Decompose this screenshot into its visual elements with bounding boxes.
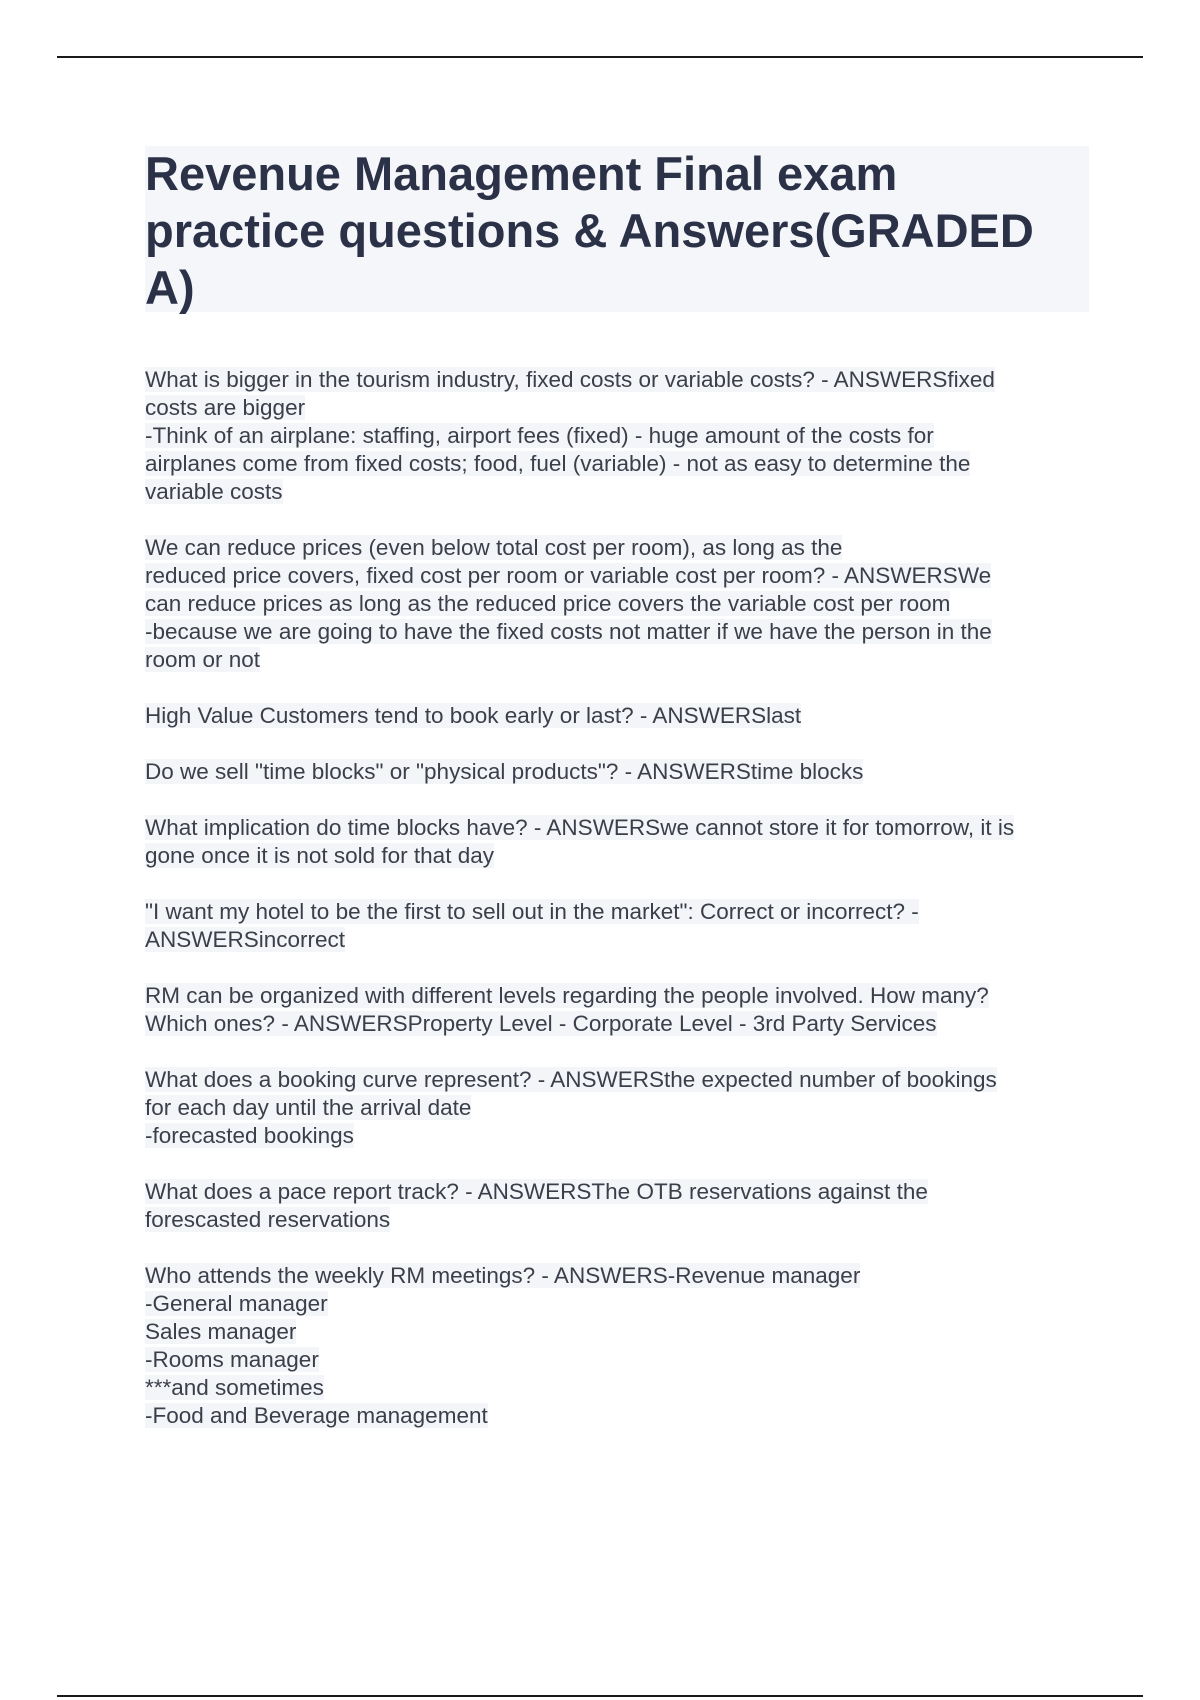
qa-item [145, 702, 1090, 730]
qa-line [145, 562, 1090, 590]
qa-text: -General manager [145, 1291, 328, 1316]
qa-text: -Rooms manager [145, 1347, 319, 1372]
qa-line [145, 1402, 1090, 1430]
qa-text: Do we sell "time blocks" or "physical products"? - ANSWERStime blocks [145, 759, 864, 784]
qa-item [145, 534, 1090, 674]
qa-text: room or not [145, 647, 261, 672]
qa-line [145, 758, 1090, 786]
qa-line [145, 702, 1090, 730]
qa-text: RM can be organized with different levels regarding the people involved. How many? [145, 983, 989, 1008]
qa-line [145, 1066, 1090, 1094]
qa-line [145, 646, 1090, 674]
qa-line [145, 982, 1090, 1010]
qa-text: forescasted reservations [145, 1207, 391, 1232]
qa-item [145, 814, 1090, 870]
qa-text: -Food and Beverage management [145, 1403, 488, 1428]
title-line: A) [145, 261, 195, 314]
qa-item [145, 1262, 1090, 1430]
qa-line [145, 1122, 1090, 1150]
qa-item [145, 898, 1090, 954]
qa-line [145, 1374, 1090, 1402]
qa-line [145, 1318, 1090, 1346]
qa-text: We can reduce prices (even below total cost per room), as long as the [145, 535, 843, 560]
qa-text: ***and sometimes [145, 1375, 324, 1400]
qa-line [145, 590, 1090, 618]
qa-text: Sales manager [145, 1319, 297, 1344]
qa-line [145, 1262, 1090, 1290]
qa-item [145, 758, 1090, 786]
qa-line [145, 1178, 1090, 1206]
qa-text: ANSWERSincorrect [145, 927, 346, 952]
qa-text: -because we are going to have the fixed costs not matter if we have the person in the [145, 619, 992, 644]
qa-item [145, 982, 1090, 1038]
qa-line [145, 1094, 1090, 1122]
qa-text: for each day until the arrival date [145, 1095, 472, 1120]
qa-item [145, 1178, 1090, 1234]
qa-line [145, 394, 1090, 422]
qa-line [145, 898, 1090, 926]
qa-text: -forecasted bookings [145, 1123, 354, 1148]
qa-line [145, 450, 1090, 478]
qa-line [145, 478, 1090, 506]
qa-line [145, 1206, 1090, 1234]
top-rule [57, 56, 1143, 58]
qa-line [145, 422, 1090, 450]
qa-text: -Think of an airplane: staffing, airport fees (fixed) - huge amount of the costs for [145, 423, 934, 448]
qa-text: "I want my hotel to be the first to sell out in the market": Correct or incorrect? - [145, 899, 919, 924]
qa-text: airplanes come from fixed costs; food, fuel (variable) - not as easy to determine the [145, 451, 971, 476]
qa-text: variable costs [145, 479, 283, 504]
qa-line [145, 1346, 1090, 1374]
qa-text: Who attends the weekly RM meetings? - ANSWERS-Revenue manager [145, 1263, 861, 1288]
qa-text: reduced price covers, fixed cost per room or variable cost per room? - ANSWERSWe [145, 563, 992, 588]
qa-text: What does a booking curve represent? - ANSWERSthe expected number of bookings [145, 1067, 997, 1092]
bottom-rule [57, 1695, 1143, 1697]
qa-text: What does a pace report track? - ANSWERSThe OTB reservations against the [145, 1179, 928, 1204]
qa-line [145, 926, 1090, 954]
qa-list [145, 366, 1090, 1458]
qa-line [145, 842, 1090, 870]
title-line: practice questions & Answers(GRADED [145, 204, 1034, 257]
qa-text: gone once it is not sold for that day [145, 843, 494, 868]
qa-line [145, 814, 1090, 842]
qa-text: What implication do time blocks have? - ANSWERSwe cannot store it for tomorrow, it is [145, 815, 1015, 840]
qa-item [145, 1066, 1090, 1150]
qa-text: can reduce prices as long as the reduced price covers the variable cost per room [145, 591, 951, 616]
qa-line [145, 1290, 1090, 1318]
qa-item [145, 366, 1090, 506]
qa-text: costs are bigger [145, 395, 306, 420]
qa-line [145, 618, 1090, 646]
qa-line [145, 366, 1090, 394]
title-line: Revenue Management Final exam [145, 147, 898, 200]
qa-text: What is bigger in the tourism industry, fixed costs or variable costs? - ANSWERSfixed [145, 367, 995, 392]
qa-text: Which ones? - ANSWERSProperty Level - Corporate Level - 3rd Party Services [145, 1011, 937, 1036]
qa-text: High Value Customers tend to book early or last? - ANSWERSlast [145, 703, 802, 728]
qa-line [145, 534, 1090, 562]
qa-line [145, 1010, 1090, 1038]
page-title [145, 145, 1089, 316]
